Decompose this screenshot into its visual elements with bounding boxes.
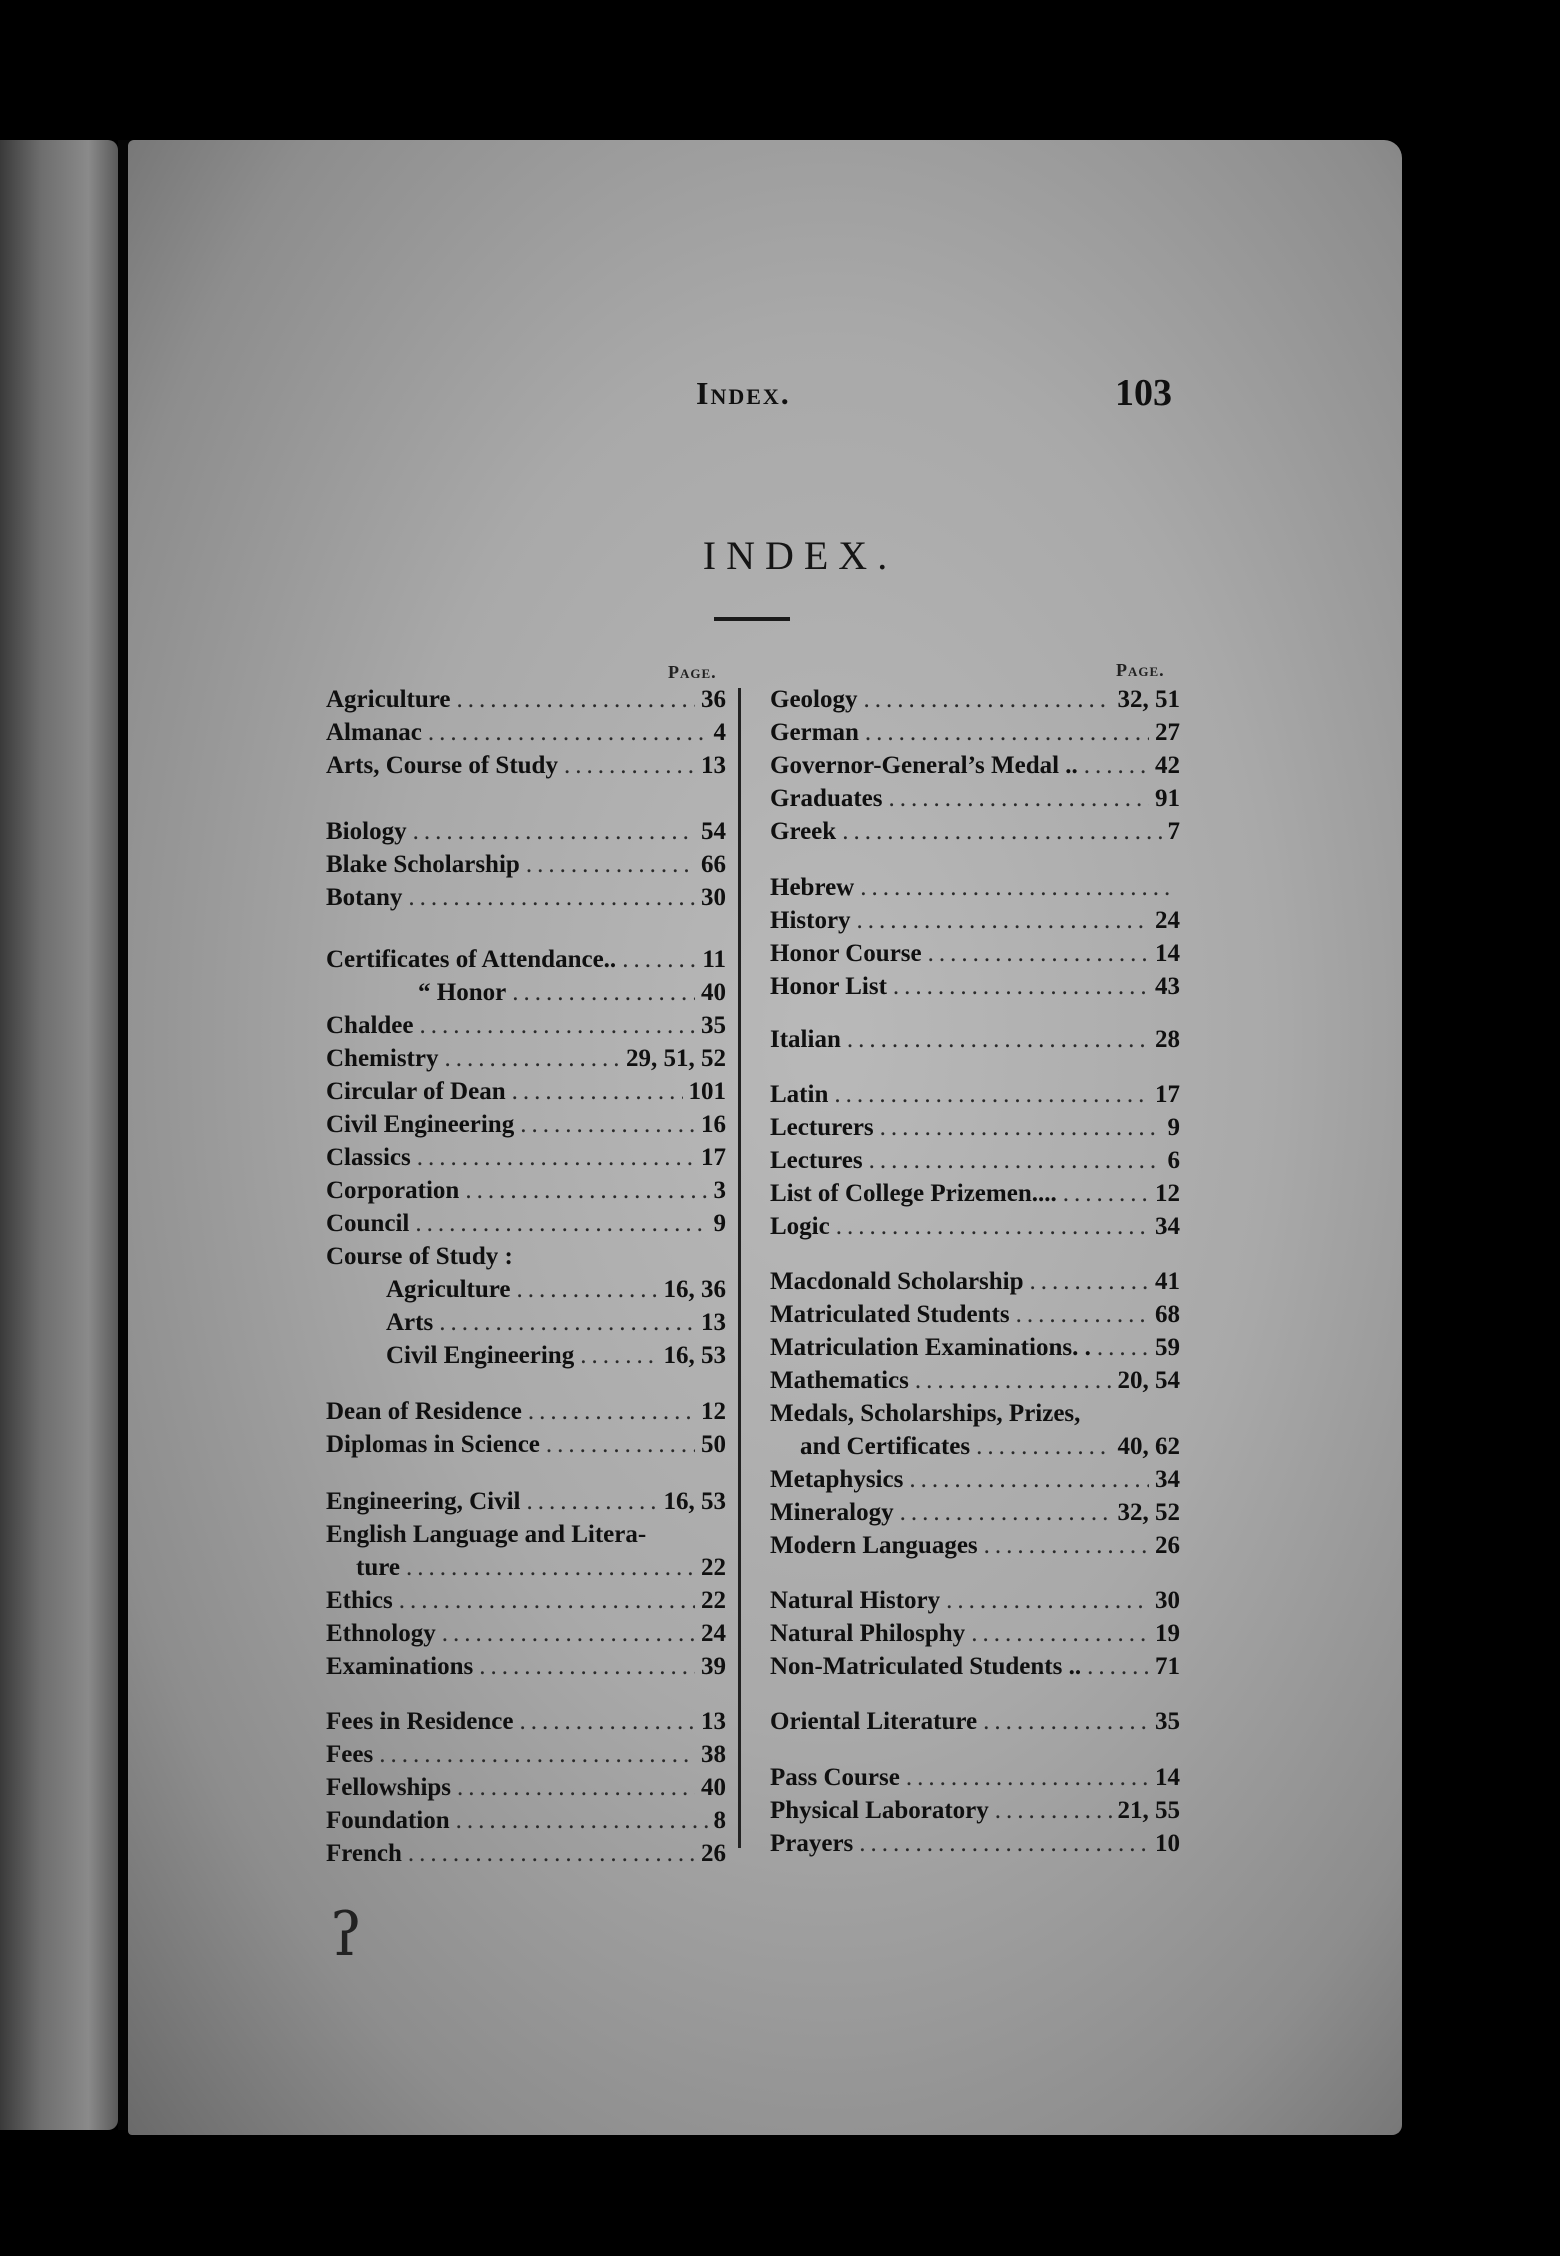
right-entry bbox=[770, 1400, 1180, 1434]
entry-page-number: 13 bbox=[701, 752, 726, 779]
entry-label: Biology bbox=[326, 818, 407, 845]
entry-label: Botany bbox=[326, 884, 403, 911]
left-entry bbox=[326, 1708, 726, 1742]
entry-page-number: 12 bbox=[701, 1398, 726, 1425]
entry-label: Metaphysics bbox=[770, 1466, 904, 1493]
left-entry bbox=[326, 1521, 726, 1555]
left-entry bbox=[326, 818, 726, 852]
entry-page-number: 13 bbox=[701, 1708, 726, 1735]
entry-page-number: 43 bbox=[1155, 973, 1180, 1000]
left-entry bbox=[326, 1243, 726, 1277]
left-entry bbox=[326, 946, 726, 980]
dot-leader bbox=[971, 1620, 1149, 1648]
entry-page-number: 68 bbox=[1155, 1301, 1180, 1328]
dot-leader bbox=[465, 1177, 707, 1205]
entry-page-number: 66 bbox=[701, 851, 726, 878]
entry-page-number: 40 bbox=[701, 1774, 726, 1801]
dot-leader bbox=[1097, 1334, 1149, 1362]
entry-page-number: 39 bbox=[701, 1653, 726, 1680]
entry-label: Fees bbox=[326, 1741, 374, 1768]
dot-leader bbox=[517, 1276, 658, 1304]
right-entry bbox=[770, 1147, 1180, 1181]
entry-label: ture bbox=[356, 1554, 400, 1581]
entry-label: Fellowships bbox=[326, 1774, 452, 1801]
left-entry bbox=[386, 1342, 726, 1376]
right-entry bbox=[770, 940, 1180, 974]
right-entry bbox=[770, 1587, 1180, 1621]
entry-label: Engineering, Civil bbox=[326, 1488, 521, 1515]
right-entry bbox=[770, 874, 1180, 908]
entry-label: Dean of Residence bbox=[326, 1398, 522, 1425]
entry-label: Modern Languages bbox=[770, 1532, 978, 1559]
running-head bbox=[0, 372, 1560, 415]
entry-page-number: 29, 51, 52 bbox=[626, 1045, 726, 1072]
entry-page-number: 54 bbox=[701, 818, 726, 845]
index-title: INDEX. bbox=[702, 533, 898, 578]
entry-label: Foundation bbox=[326, 1807, 450, 1834]
right-entry bbox=[770, 719, 1180, 753]
dot-leader bbox=[906, 1764, 1149, 1792]
entry-page-number: 40, 62 bbox=[1117, 1433, 1180, 1460]
left-entry bbox=[386, 1276, 726, 1310]
index-page bbox=[128, 140, 1402, 2135]
entry-page-number: 21, 55 bbox=[1117, 1797, 1180, 1824]
entry-page-number: 30 bbox=[701, 884, 726, 911]
entry-label: English Language and Litera- bbox=[326, 1521, 647, 1548]
entry-label: Agriculture bbox=[386, 1276, 511, 1303]
handwritten-mark: ʔ bbox=[330, 1900, 363, 1970]
entry-page-number: 17 bbox=[701, 1144, 726, 1171]
entry-label: Fees in Residence bbox=[326, 1708, 514, 1735]
dot-leader bbox=[564, 752, 695, 780]
dot-leader bbox=[915, 1367, 1112, 1395]
left-entry bbox=[326, 1398, 726, 1432]
entry-label: Italian bbox=[770, 1026, 841, 1053]
right-entry bbox=[770, 1213, 1180, 1247]
entry-page-number: 42 bbox=[1155, 752, 1180, 779]
left-entry bbox=[326, 1431, 726, 1465]
entry-page-number: 3 bbox=[713, 1177, 726, 1204]
dot-leader bbox=[976, 1433, 1111, 1461]
entry-label: Non-Matriculated Students .. bbox=[770, 1653, 1082, 1680]
entry-label: Diplomas in Science bbox=[326, 1431, 540, 1458]
dot-leader bbox=[928, 940, 1149, 968]
entry-label: Blake Scholarship bbox=[326, 851, 520, 878]
entry-page-number: 24 bbox=[701, 1620, 726, 1647]
right-entry bbox=[770, 1653, 1180, 1687]
dot-leader bbox=[546, 1431, 695, 1459]
entry-label: Arts, Course of Study bbox=[326, 752, 558, 779]
dot-leader bbox=[520, 1111, 695, 1139]
right-entry bbox=[770, 785, 1180, 819]
right-entry bbox=[770, 1532, 1180, 1566]
dot-leader bbox=[444, 1045, 620, 1073]
entry-page-number: 59 bbox=[1155, 1334, 1180, 1361]
dot-leader bbox=[479, 1653, 695, 1681]
right-entry bbox=[770, 1334, 1180, 1368]
dot-leader bbox=[1016, 1301, 1149, 1329]
page-column-label-right: Page. bbox=[1116, 660, 1165, 680]
left-entry bbox=[326, 1488, 726, 1522]
facing-page-edge bbox=[0, 140, 118, 2130]
entry-page-number: 40 bbox=[701, 979, 726, 1006]
dot-leader bbox=[836, 1213, 1149, 1241]
left-entry bbox=[326, 719, 726, 753]
entry-page-number: 20, 54 bbox=[1117, 1367, 1180, 1394]
dot-leader bbox=[893, 973, 1149, 1001]
right-entry bbox=[770, 1620, 1180, 1654]
dot-leader bbox=[869, 1147, 1162, 1175]
entry-page-number: 28 bbox=[1155, 1026, 1180, 1053]
left-entry bbox=[326, 851, 726, 885]
entry-page-number: 71 bbox=[1155, 1653, 1180, 1680]
entry-label: Agriculture bbox=[326, 686, 451, 713]
title-rule bbox=[714, 617, 790, 621]
entry-label: Graduates bbox=[770, 785, 883, 812]
entry-label: Honor Course bbox=[770, 940, 922, 967]
entry-page-number: 34 bbox=[1155, 1213, 1180, 1240]
entry-label: Logic bbox=[770, 1213, 830, 1240]
left-entry bbox=[326, 1653, 726, 1687]
entry-label: Ethnology bbox=[326, 1620, 436, 1647]
dot-leader bbox=[1087, 1653, 1149, 1681]
entry-page-number: 13 bbox=[701, 1309, 726, 1336]
dot-leader bbox=[456, 1807, 708, 1835]
entry-page-number: 9 bbox=[713, 1210, 726, 1237]
dot-leader bbox=[622, 946, 696, 974]
dot-leader bbox=[859, 1830, 1149, 1858]
entry-label: Examinations bbox=[326, 1653, 474, 1680]
dot-leader bbox=[408, 1840, 695, 1868]
left-entry bbox=[386, 1309, 726, 1343]
left-entry bbox=[326, 1620, 726, 1654]
entry-label: Ethics bbox=[326, 1587, 393, 1614]
left-entry bbox=[326, 1774, 726, 1808]
left-entry bbox=[326, 1078, 726, 1112]
entry-label: Circular of Dean bbox=[326, 1078, 506, 1105]
right-entry bbox=[770, 1301, 1180, 1335]
entry-page-number: 36 bbox=[701, 686, 726, 713]
left-entry bbox=[326, 1144, 726, 1178]
left-entry bbox=[326, 752, 726, 786]
entry-page-number: 16, 53 bbox=[663, 1488, 726, 1515]
entry-page-number: 26 bbox=[701, 1840, 726, 1867]
right-entry bbox=[770, 1830, 1180, 1864]
dot-leader bbox=[413, 818, 695, 846]
entry-label: Council bbox=[326, 1210, 410, 1237]
right-entry bbox=[770, 1499, 1180, 1533]
entry-label: Macdonald Scholarship bbox=[770, 1268, 1024, 1295]
entry-page-number: 16, 53 bbox=[663, 1342, 726, 1369]
left-entry bbox=[326, 884, 726, 918]
entry-label: Civil Engineering bbox=[326, 1111, 515, 1138]
entry-page-number: 22 bbox=[701, 1554, 726, 1581]
dot-leader bbox=[1030, 1268, 1149, 1296]
entry-page-number: 101 bbox=[688, 1078, 726, 1105]
right-entry bbox=[770, 818, 1180, 852]
entry-page-number: 35 bbox=[1155, 1708, 1180, 1735]
dot-leader bbox=[1063, 1180, 1149, 1208]
entry-page-number: 9 bbox=[1167, 1114, 1180, 1141]
entry-page-number: 50 bbox=[701, 1431, 726, 1458]
right-entry bbox=[770, 1114, 1180, 1148]
dot-leader bbox=[984, 1532, 1149, 1560]
dot-leader bbox=[457, 1774, 695, 1802]
entry-page-number: 11 bbox=[702, 946, 726, 973]
entry-page-number: 19 bbox=[1155, 1620, 1180, 1647]
right-entry bbox=[770, 1180, 1180, 1214]
dot-leader bbox=[512, 979, 695, 1007]
entry-page-number: 35 bbox=[701, 1012, 726, 1039]
dot-leader bbox=[406, 1554, 695, 1582]
page-number: 103 bbox=[1115, 372, 1172, 414]
entry-label: Natural Philosphy bbox=[770, 1620, 966, 1647]
dot-leader bbox=[408, 884, 695, 912]
right-entry bbox=[770, 1764, 1180, 1798]
entry-label: Latin bbox=[770, 1081, 829, 1108]
left-entry bbox=[356, 1554, 726, 1588]
entry-page-number: 32, 52 bbox=[1117, 1499, 1180, 1526]
dot-leader bbox=[415, 1210, 707, 1238]
entry-label: Matriculated Students bbox=[770, 1301, 1010, 1328]
entry-page-number: 38 bbox=[701, 1741, 726, 1768]
right-entry bbox=[770, 752, 1180, 786]
right-entry bbox=[770, 1268, 1180, 1302]
entry-page-number: 17 bbox=[1155, 1081, 1180, 1108]
entry-page-number: 24 bbox=[1155, 907, 1180, 934]
entry-label: Course of Study : bbox=[326, 1243, 513, 1270]
dot-leader bbox=[519, 1708, 695, 1736]
entry-label: Hebrew bbox=[770, 874, 855, 901]
entry-page-number: 7 bbox=[1167, 818, 1180, 845]
dot-leader bbox=[847, 1026, 1149, 1054]
left-entry bbox=[326, 1587, 726, 1621]
entry-page-number: 27 bbox=[1155, 719, 1180, 746]
entry-label: Honor List bbox=[770, 973, 887, 1000]
entry-page-number: 10 bbox=[1155, 1830, 1180, 1857]
dot-leader bbox=[995, 1797, 1112, 1825]
entry-label: Greek bbox=[770, 818, 837, 845]
dot-leader bbox=[439, 1309, 695, 1337]
dot-leader bbox=[526, 1488, 657, 1516]
entry-label: Prayers bbox=[770, 1830, 854, 1857]
dot-leader bbox=[512, 1078, 683, 1106]
entry-label: Mathematics bbox=[770, 1367, 909, 1394]
left-entry bbox=[326, 1045, 726, 1079]
dot-leader bbox=[417, 1144, 695, 1172]
entry-label: and Certificates bbox=[800, 1433, 971, 1460]
entry-label: “ Honor bbox=[418, 979, 507, 1006]
entry-page-number: 14 bbox=[1155, 940, 1180, 967]
entry-label: Mineralogy bbox=[770, 1499, 894, 1526]
dot-leader bbox=[457, 686, 695, 714]
entry-label: Medals, Scholarships, Prizes, bbox=[770, 1400, 1081, 1427]
right-entry bbox=[770, 1466, 1180, 1500]
entry-page-number: 30 bbox=[1155, 1587, 1180, 1614]
dot-leader bbox=[865, 719, 1149, 747]
right-entry bbox=[770, 1367, 1180, 1401]
entry-page-number: 22 bbox=[701, 1587, 726, 1614]
entry-label: Classics bbox=[326, 1144, 411, 1171]
entry-label: Chaldee bbox=[326, 1012, 414, 1039]
dot-leader bbox=[580, 1342, 657, 1370]
entry-page-number: 14 bbox=[1155, 1764, 1180, 1791]
entry-label: Oriental Literature bbox=[770, 1708, 978, 1735]
left-entry bbox=[326, 1177, 726, 1211]
left-entry bbox=[326, 1012, 726, 1046]
dot-leader bbox=[420, 1012, 696, 1040]
entry-label: History bbox=[770, 907, 851, 934]
entry-page-number: 6 bbox=[1167, 1147, 1180, 1174]
dot-leader bbox=[909, 1466, 1149, 1494]
dot-leader bbox=[526, 851, 695, 879]
dot-leader bbox=[1084, 752, 1149, 780]
entry-page-number: 26 bbox=[1155, 1532, 1180, 1559]
dot-leader bbox=[399, 1587, 695, 1615]
dot-leader bbox=[834, 1081, 1149, 1109]
entry-label: Corporation bbox=[326, 1177, 460, 1204]
entry-label: German bbox=[770, 719, 859, 746]
entry-label: Physical Laboratory bbox=[770, 1797, 989, 1824]
entry-label: Lectures bbox=[770, 1147, 863, 1174]
entry-page-number: 12 bbox=[1155, 1180, 1180, 1207]
entry-page-number: 16 bbox=[701, 1111, 726, 1138]
dot-leader bbox=[983, 1708, 1149, 1736]
left-entry bbox=[326, 1111, 726, 1145]
dot-leader bbox=[860, 874, 1174, 902]
dot-leader bbox=[428, 719, 708, 747]
entry-page-number: 8 bbox=[713, 1807, 726, 1834]
dot-leader bbox=[379, 1741, 695, 1769]
entry-label: Geology bbox=[770, 686, 858, 713]
entry-label: Certificates of Attendance.. bbox=[326, 946, 617, 973]
dot-leader bbox=[889, 785, 1150, 813]
entry-label: Governor-General’s Medal .. bbox=[770, 752, 1078, 779]
entry-page-number: 91 bbox=[1155, 785, 1180, 812]
dot-leader bbox=[528, 1398, 695, 1426]
entry-page-number: 41 bbox=[1155, 1268, 1180, 1295]
left-entry bbox=[326, 686, 726, 720]
dot-leader bbox=[900, 1499, 1112, 1527]
right-entry bbox=[770, 1081, 1180, 1115]
dot-leader bbox=[880, 1114, 1162, 1142]
left-entry bbox=[326, 1741, 726, 1775]
entry-label: Matriculation Examinations. . bbox=[770, 1334, 1091, 1361]
right-entry bbox=[800, 1433, 1180, 1467]
right-entry bbox=[770, 686, 1180, 720]
column-divider bbox=[738, 688, 741, 1848]
page-column-label-left: Page. bbox=[668, 662, 717, 682]
entry-label: Chemistry bbox=[326, 1045, 439, 1072]
dot-leader bbox=[864, 686, 1112, 714]
right-entry bbox=[770, 1026, 1180, 1060]
dot-leader bbox=[946, 1587, 1149, 1615]
right-entry bbox=[770, 1797, 1180, 1831]
entry-label: Natural History bbox=[770, 1587, 941, 1614]
entry-label: Arts bbox=[386, 1309, 434, 1336]
right-entry bbox=[770, 973, 1180, 1007]
left-entry bbox=[418, 979, 726, 1013]
left-entry bbox=[326, 1840, 726, 1874]
running-title: Index. bbox=[696, 375, 791, 411]
dot-leader bbox=[842, 818, 1161, 846]
entry-page-number: 4 bbox=[713, 719, 726, 746]
entry-page-number: 34 bbox=[1155, 1466, 1180, 1493]
entry-label: Almanac bbox=[326, 719, 422, 746]
entry-label: Civil Engineering bbox=[386, 1342, 575, 1369]
left-entry bbox=[326, 1807, 726, 1841]
entry-label: Pass Course bbox=[770, 1764, 900, 1791]
dot-leader bbox=[857, 907, 1149, 935]
entry-label: Lecturers bbox=[770, 1114, 874, 1141]
right-entry bbox=[770, 1708, 1180, 1742]
right-entry bbox=[770, 907, 1180, 941]
entry-label: French bbox=[326, 1840, 402, 1867]
entry-label: List of College Prizemen.... bbox=[770, 1180, 1057, 1207]
dot-leader bbox=[442, 1620, 695, 1648]
entry-page-number: 16, 36 bbox=[663, 1276, 726, 1303]
left-entry bbox=[326, 1210, 726, 1244]
entry-page-number: 32, 51 bbox=[1117, 686, 1180, 713]
